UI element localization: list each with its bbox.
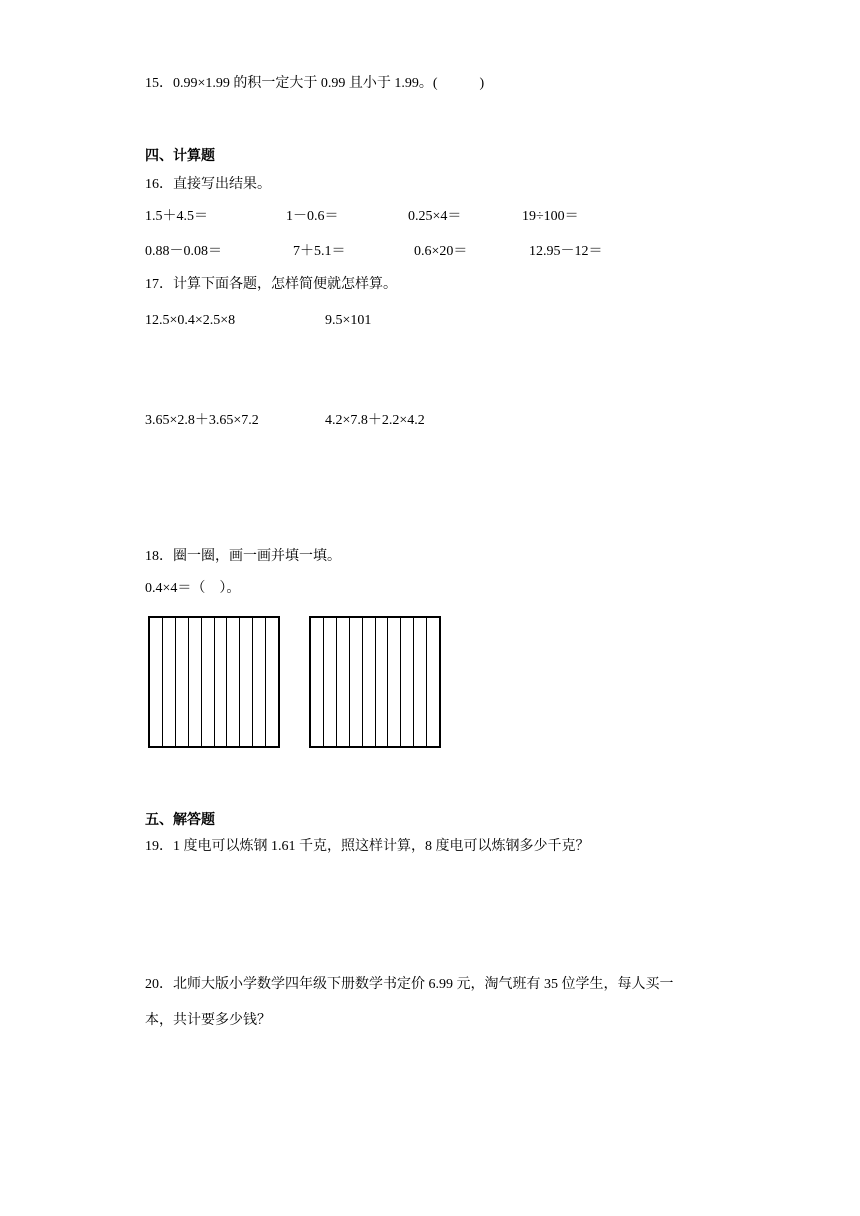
grid-column [350,618,363,746]
grid-column [414,618,427,746]
question-15: 15．0.99×1.99 的积一定大于 0.99 且小于 1.99。( ) [145,76,485,91]
q16-expression: 0.88－0.08＝ [145,244,222,259]
tenths-grid-1[interactable] [148,616,280,748]
grid-column [215,618,228,746]
grid-column [240,618,253,746]
question-17: 17．计算下面各题，怎样简便就怎样算。 [145,277,397,292]
section-heading-word-problems: 五、解答题 [145,813,215,828]
question-16: 16．直接写出结果。 [145,177,271,192]
grid-column [176,618,189,746]
section-heading-calculation: 四、计算题 [145,149,215,164]
q16-expression: 1.5＋4.5＝ [145,209,208,224]
grid-column [266,618,278,746]
q18-expression: 0.4×4＝（ ）。 [145,581,241,596]
grid-column [363,618,376,746]
grid-column [311,618,324,746]
question-19: 19．1 度电可以炼钢 1.61 千克，照这样计算，8 度电可以炼钢多少千克？ [145,839,590,854]
q16-expression: 19÷100＝ [522,209,579,224]
q16-expression: 7＋5.1＝ [293,244,346,259]
grid-column [202,618,215,746]
q17-expression: 12.5×0.4×2.5×8 [145,313,236,328]
grid-column [189,618,202,746]
grid-column [388,618,401,746]
q16-expression: 1－0.6＝ [286,209,339,224]
tenths-grid-2[interactable] [309,616,441,748]
grid-column [150,618,163,746]
q16-expression: 0.6×20＝ [414,244,468,259]
q16-expression: 0.25×4＝ [408,209,462,224]
grid-column [376,618,389,746]
grid-column [227,618,240,746]
question-20-line-1: 20．北师大版小学数学四年级下册数学书定价 6.99 元，淘气班有 35 位学生，每人买一 [145,977,674,992]
q17-expression: 3.65×2.8＋3.65×7.2 [145,413,259,428]
q16-expression: 12.95－12＝ [529,244,603,259]
grid-column [253,618,266,746]
grid-column [427,618,439,746]
grid-column [337,618,350,746]
q17-expression: 9.5×101 [325,313,372,328]
q17-expression: 4.2×7.8＋2.2×4.2 [325,413,425,428]
question-20-line-2: 本，共计要多少钱？ [145,1013,271,1028]
grid-column [324,618,337,746]
grid-column [163,618,176,746]
grid-column [401,618,414,746]
question-18: 18．圈一圈，画一画并填一填。 [145,549,341,564]
